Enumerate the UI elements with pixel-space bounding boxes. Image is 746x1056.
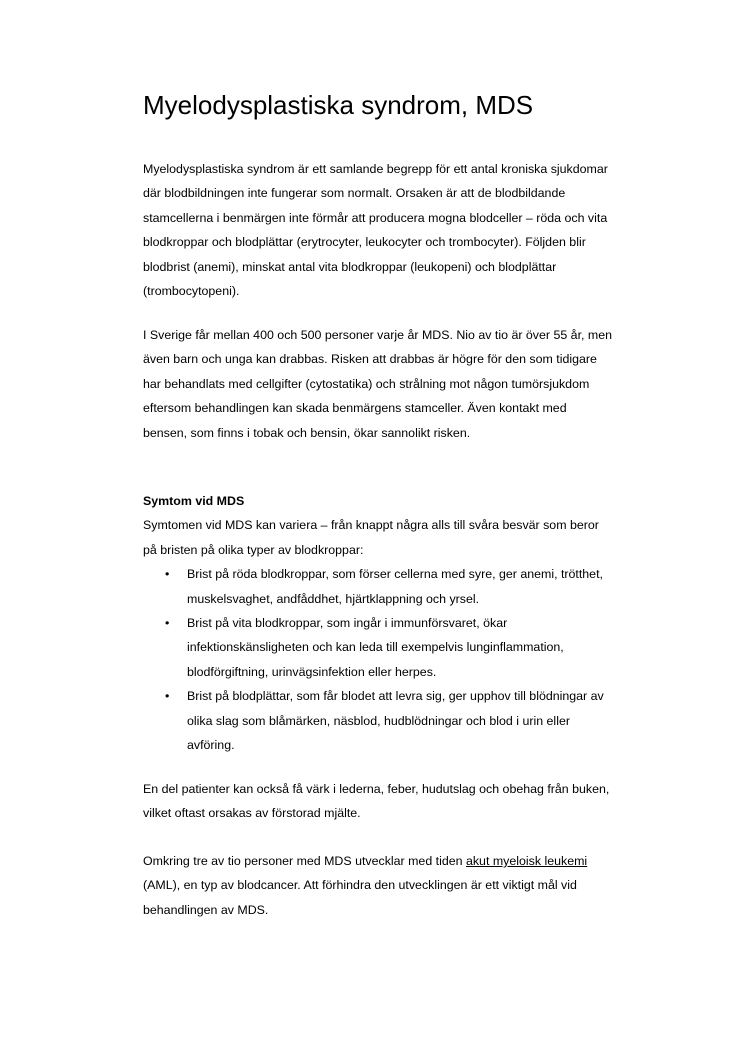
symptoms-list [143,562,613,757]
list-item [143,684,613,757]
symptoms-section [143,489,613,757]
bullet-icon: • [165,567,170,582]
symptoms-heading: Symtom vid MDS [143,494,245,508]
symptoms-intro: Symtomen vid MDS kan variera – från knappt några alls till svåra besvär som beror på bristen på olika typer av blodkroppar: [143,518,599,557]
list-item [143,611,613,684]
list-item-text: Brist på röda blodkroppar, som förser cellerna med syre, ger anemi, trötthet, muskelsvaghet, andfåddhet, hjärtklappning och yrsel. [187,567,603,606]
aml-link[interactable]: akut myeloisk leukemi [465,854,588,868]
aml-text-before-link: Omkring tre av tio personer med MDS utvecklar med tiden [143,854,466,868]
page-title: Myelodysplastiska syndrom, MDS [143,90,534,120]
list-item [143,562,613,611]
bullet-icon: • [165,616,170,631]
aml-text-after-link: (AML), en typ av blodcancer. Att förhindra den utvecklingen är ett viktigt mål vid behandlingen av MDS. [143,878,577,917]
list-item-text: Brist på vita blodkroppar, som ingår i immunförsvaret, ökar infektionskänsligheten och kan leda till exempelvis lunginflammation, blodförgiftning, urinvägsinfektion eller herpes. [187,616,564,679]
aml-paragraph [143,849,613,922]
bullet-icon: • [165,689,170,704]
additional-symptoms-paragraph: En del patienter kan också få värk i lederna, feber, hudutslag och obehag från buken, vilket oftast orsakas av förstorad mjälte. [143,782,610,821]
list-item-text: Brist på blodplättar, som får blodet att levra sig, ger upphov till blödningar av olika slag som blåmärken, näsblod, hudblödningar och blod i urin eller avföring. [187,689,604,753]
incidence-paragraph: I Sverige får mellan 400 och 500 personer varje år MDS. Nio av tio är över 55 år, men även barn och unga kan drabbas. Risken att drabbas är högre för den som tidigare har behandlats med cellgifter (cytostatika) och strålning mot någon tumörsjukdom eftersom behandlingen kan skada benmärgens stamceller. Även kontakt med bensen, som finns i tobak och bensin, ökar sannolikt risken. [143,328,613,440]
intro-paragraph: Myelodysplastiska syndrom är ett samlande begrepp för ett antal kroniska sjukdomar där blodbildningen inte fungerar som normalt. Orsaken är att de blodbildande stamcellerna i benmärgen inte förmår att producera mogna blodceller – röda och vita blodkroppar och blodplättar (erytrocyter, leukocyter och trombocyter). Följden blir blodbrist (anemi), minskat antal vita blodkroppar (leukopeni) och blodplättar (trombocytopeni). [143,162,608,299]
